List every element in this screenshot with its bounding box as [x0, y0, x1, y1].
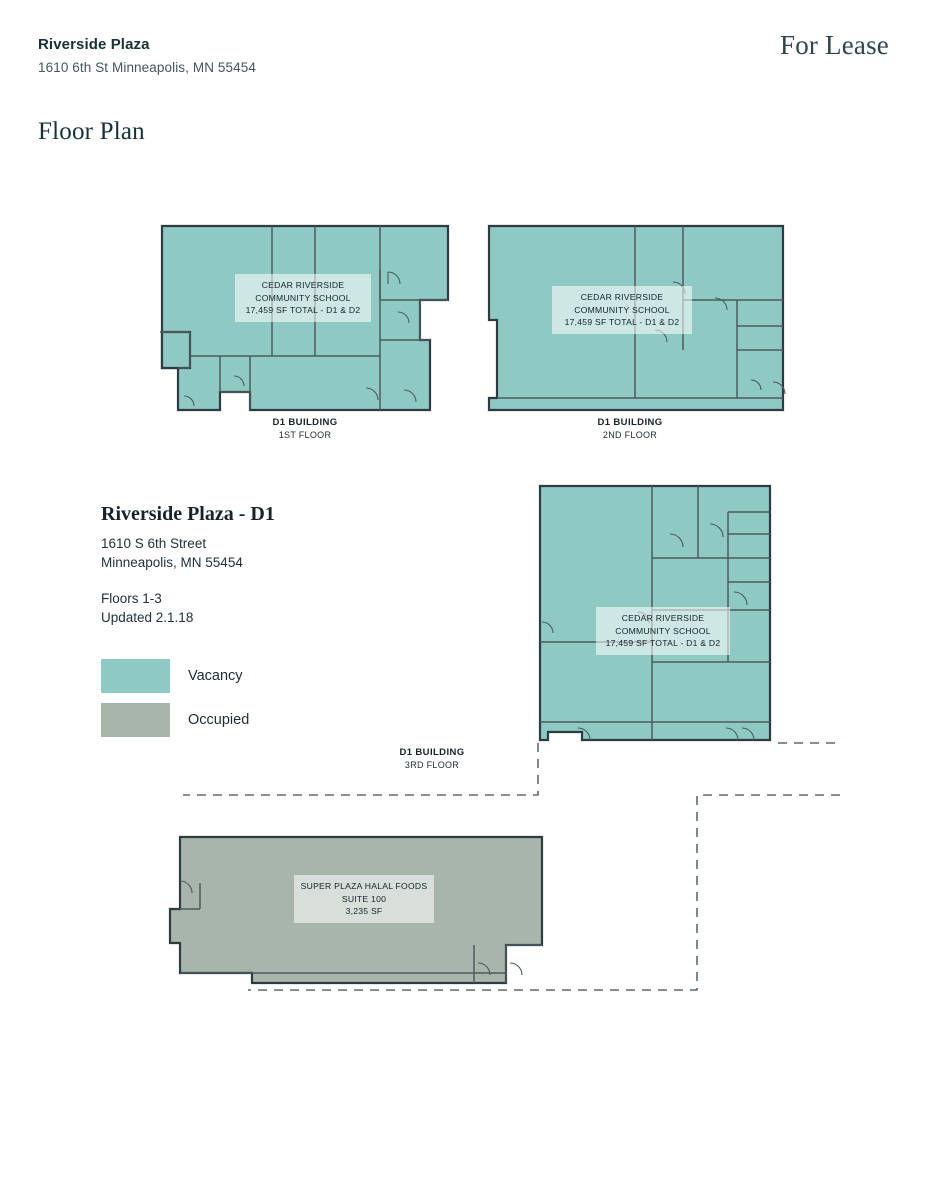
tenant-line-1: CEDAR RIVERSIDE: [261, 280, 345, 291]
info-address-line-1: 1610 S 6th Street: [101, 536, 207, 551]
info-updated: Updated 2.1.18: [101, 610, 194, 625]
tenant-label-d1-1st: [235, 274, 371, 322]
tenant-label-d1-2nd: [552, 286, 692, 334]
tenant-line-1: CEDAR RIVERSIDE: [621, 613, 705, 624]
tenant-line-1: CEDAR RIVERSIDE: [580, 292, 664, 303]
caption-main: D1 BUILDING: [399, 747, 465, 758]
legend-label-vacancy: Vacancy: [188, 668, 243, 684]
info-address-line-2: Minneapolis, MN 55454: [101, 555, 243, 570]
tenant-line-2: COMMUNITY SCHOOL: [615, 625, 711, 636]
caption-sub: 2ND FLOOR: [602, 430, 658, 440]
legend-item-vacancy: [101, 659, 249, 693]
caption-d1-1st: [220, 416, 390, 442]
floor-plan-retail-level: [166, 833, 556, 993]
tenant-line-2: COMMUNITY SCHOOL: [255, 292, 351, 303]
tenant-line-2: COMMUNITY SCHOOL: [574, 304, 670, 315]
caption-main: D1 BUILDING: [272, 417, 338, 428]
property-info-block: [101, 503, 401, 627]
property-name: Riverside Plaza: [38, 36, 150, 53]
tenant-line-3: 3,235 SF: [345, 906, 383, 917]
page-title: Floor Plan: [38, 118, 145, 145]
floor-plan-d1-2nd: [487, 220, 787, 415]
caption-sub: 3RD FLOOR: [404, 760, 460, 770]
property-address: 1610 6th St Minneapolis, MN 55454: [38, 60, 256, 75]
info-title: Riverside Plaza - D1: [101, 503, 275, 525]
floor-plan-d1-1st: [160, 220, 450, 415]
tenant-line-3: 17,459 SF TOTAL - D1 & D2: [564, 317, 680, 328]
caption-d1-2nd: [545, 416, 715, 442]
tenant-label-retail: [294, 875, 434, 923]
tenant-line-1: SUPER PLAZA HALAL FOODS: [300, 881, 428, 892]
tenant-line-3: 17,459 SF TOTAL - D1 & D2: [605, 638, 721, 649]
for-lease-label: For Lease: [779, 30, 889, 60]
info-floors: Floors 1-3: [101, 591, 162, 606]
tenant-line-3: 17,459 SF TOTAL - D1 & D2: [245, 305, 361, 316]
page-header: [0, 0, 927, 96]
legend-label-occupied: Occupied: [188, 712, 250, 728]
legend-swatch-vacancy: [101, 659, 170, 693]
tenant-label-d1-3rd: [596, 607, 730, 655]
caption-sub: 1ST FLOOR: [278, 430, 332, 440]
tenant-line-2: SUITE 100: [341, 893, 387, 904]
caption-main: D1 BUILDING: [597, 417, 663, 428]
